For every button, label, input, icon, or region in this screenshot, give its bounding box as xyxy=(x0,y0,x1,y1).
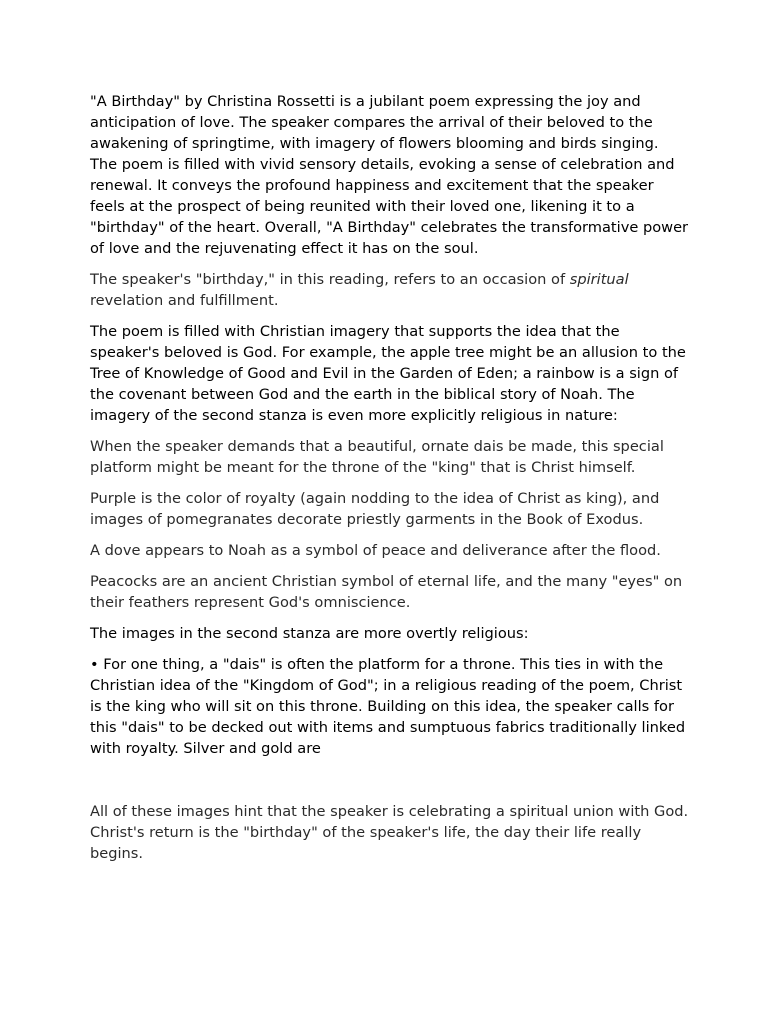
paragraph-birthday-meaning-before: The speaker's "birthday," in this reading, refers to an occasion of xyxy=(90,271,570,288)
document-body xyxy=(90,91,690,874)
paragraph-summary: "A Birthday" by Christina Rossetti is a jubilant poem expressing the joy and anticipation of love. The speaker compares the arrival of their beloved to the awakening of springtime, with imagery of flowers blooming and birds singing. The poem is filled with vivid sensory details, evoking a sense of celebration and renewal. It conveys the profound happiness and excitement that the speaker feels at the prospect of being reunited with their loved one, likening it to a "birthday" of the heart. Overall, "A Birthday" celebrates the transformative power of love and the rejuvenating effect it has on the soul. xyxy=(90,93,689,257)
emphasis-spiritual: spiritual xyxy=(569,271,629,288)
blank-space xyxy=(90,769,690,801)
paragraph-christian-imagery: The poem is filled with Christian imagery that supports the idea that the speaker's beloved is God. For example, the apple tree might be an allusion to the Tree of Knowledge of Good and Evil in the Garden of Eden; a rainbow is a sign of the covenant between God and the earth in the biblical story of Noah. The imagery of the second stanza is even more explicitly religious in nature: xyxy=(90,323,686,424)
bullet-dais-throne: • For one thing, a "dais" is often the platform for a throne. This ties in with the Christian idea of the "Kingdom of God"; in a religious reading of the poem, Christ is the king who will sit on this throne. Building on this idea, the speaker calls for this "dais" to be decked out with items and sumptuous fabrics traditionally linked with royalty. Silver and gold are xyxy=(90,656,686,757)
paragraph-conclusion: All of these images hint that the speaker is celebrating a spiritual union with God. Christ's return is the "birthday" of the speaker's life, the day their life really begins. xyxy=(90,803,689,862)
paragraph-peacocks: Peacocks are an ancient Christian symbol of eternal life, and the many "eyes" on their feathers represent God's omniscience. xyxy=(90,573,683,611)
paragraph-birthday-meaning xyxy=(90,269,690,311)
paragraph-dove: A dove appears to Noah as a symbol of peace and deliverance after the flood. xyxy=(90,542,661,559)
paragraph-second-stanza: The images in the second stanza are more overtly religious: xyxy=(90,625,529,642)
paragraph-dais: When the speaker demands that a beautiful, ornate dais be made, this special platform might be meant for the throne of the "king" that is Christ himself. xyxy=(90,438,664,476)
paragraph-purple: Purple is the color of royalty (again nodding to the idea of Christ as king), and images of pomegranates decorate priestly garments in the Book of Exodus. xyxy=(90,490,660,528)
paragraph-birthday-meaning-after: revelation and fulfillment. xyxy=(90,292,279,309)
